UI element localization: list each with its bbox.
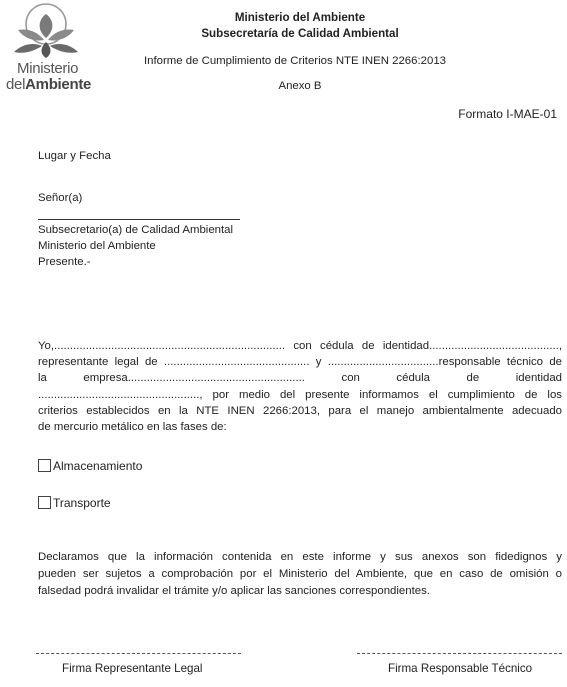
header-subsecretaria: Subsecretaría de Calidad Ambiental [201, 27, 399, 40]
paragraph-line: ..................................................., por medio del presente informamos el cumplimiento de los [38, 388, 562, 401]
recipient-title: Subsecretario(a) de Calidad Ambiental [38, 224, 234, 236]
paragraph-line: de mercurio metálico en las fases de: [38, 421, 227, 434]
document-title: Informe de Cumplimiento de Criterios NTE INEN 2266:2013 [144, 55, 446, 67]
anexo-label: Anexo B [278, 80, 322, 92]
signature-line-legal [36, 653, 241, 654]
recipient-institution: Ministerio del Ambiente [38, 240, 156, 252]
header-ministerio: Ministerio del Ambiente [234, 11, 366, 24]
final-declaration [38, 549, 562, 600]
option-label: Almacenamiento [53, 459, 143, 473]
declaration-paragraph [38, 338, 562, 435]
option-transporte[interactable] [38, 496, 111, 510]
option-label: Transporte [53, 496, 111, 510]
paragraph-line: Yo,......................................................................... con cédula de identidad........................................., [38, 340, 562, 352]
signature-label-legal: Firma Representante Legal [62, 662, 203, 675]
declaration-line: pueden ser sujetos a comprobación por el Ministerio del Ambiente, que en caso de omisión o [38, 568, 562, 580]
checkbox-almacenamiento[interactable] [38, 459, 51, 472]
signature-label-tecnico: Firma Responsable Técnico [388, 662, 533, 675]
recipient-name-line [38, 219, 240, 220]
signature-line-tecnico [357, 653, 562, 654]
declaration-line: falsedad podrá invalidar el trámite y/o aplicar las sanciones correspondientes. [38, 585, 430, 597]
logo-text-ministerio: Ministerio [17, 60, 79, 77]
paragraph-line: criterios establecidos en la NTE INEN 2266:2013, para el manejo ambientalmente adecuado [38, 404, 562, 417]
salutation: Señor(a) [38, 192, 83, 204]
recipient-presente: Presente.- [38, 256, 91, 268]
logo-text-ambiente: delAmbiente [6, 76, 92, 93]
place-date-label: Lugar y Fecha [38, 150, 111, 162]
format-code: Formato I-MAE-01 [458, 107, 557, 121]
paragraph-line: representante legal de .............................................. y ...................................responsable técnico de [38, 356, 562, 369]
declaration-line: Declaramos que la información contenida en este informe y sus anexos son fidedignos y [38, 551, 562, 563]
checkbox-transporte[interactable] [38, 496, 51, 509]
paragraph-line: la empresa........................................................ con cédula de identidad [38, 372, 562, 385]
option-almacenamiento[interactable] [38, 459, 142, 473]
